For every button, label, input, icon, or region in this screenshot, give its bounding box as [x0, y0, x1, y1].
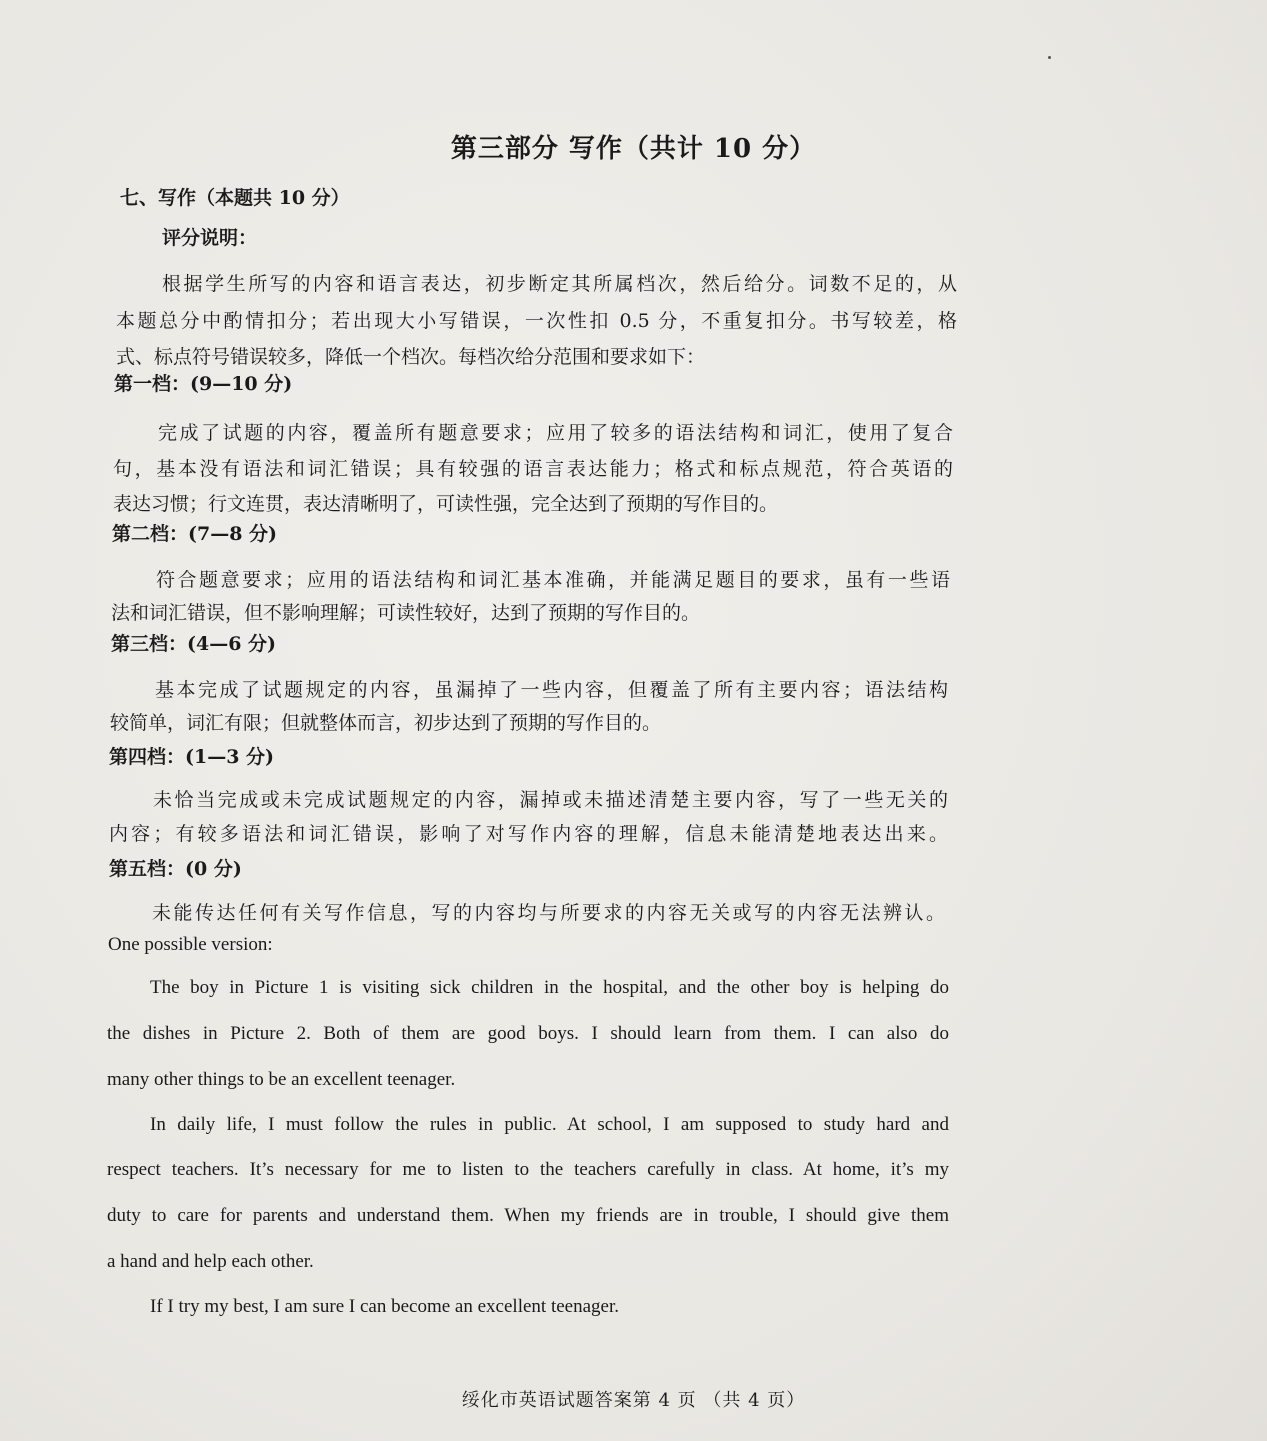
level-1-line-3: 表达习惯；行文连贯，表达清晰明了，可读性强，完全达到了预期的写作目的。 — [113, 493, 779, 515]
intro-line-1: 根据学生所写的内容和语言表达，初步断定其所属档次，然后给分。词数不足的，从 — [162, 273, 957, 295]
sample-line-5: respect teachers. It’s necessary for me to listen to the teachers carefully in class. At home, it’s my — [107, 1159, 949, 1180]
level-2-line-1: 符合题意要求；应用的语法结构和词汇基本准确，并能满足题目的要求，虽有一些语 — [156, 569, 950, 591]
level-3-line-2: 较简单，词汇有限；但就整体而言，初步达到了预期的写作目的。 — [110, 712, 662, 734]
speck-mark — [1048, 56, 1051, 59]
level-3-label: 第三档：(4—6 分) — [111, 633, 277, 655]
sample-line-1: The boy in Picture 1 is visiting sick children in the hospital, and the other boy is helping do — [150, 977, 949, 998]
sample-line-3: many other things to be an excellent teenager. — [107, 1069, 456, 1090]
sample-line-6: duty to care for parents and understand them. When my friends are in trouble, I should give them — [107, 1205, 949, 1226]
level-3-line-1: 基本完成了试题规定的内容，虽漏掉了一些内容，但覆盖了所有主要内容；语法结构 — [155, 679, 948, 701]
writing-heading: 七、写作（本题共 10 分） — [120, 187, 350, 209]
sample-label: One possible version: — [108, 934, 273, 955]
level-4-label: 第四档：(1—3 分) — [109, 746, 275, 768]
intro-line-3: 式、标点符号错误较多，降低一个档次。每档次给分范围和要求如下： — [116, 346, 706, 368]
level-2-label: 第二档：(7—8 分) — [112, 523, 278, 545]
level-2-line-2: 法和词汇错误，但不影响理解；可读性较好，达到了预期的写作目的。 — [111, 602, 701, 624]
level-5-line-1: 未能传达任何有关写作信息，写的内容均与所要求的内容无关或写的内容无法辨认。 — [152, 902, 945, 924]
intro-line-2: 本题总分中酌情扣分；若出现大小写错误，一次性扣 0.5 分，不重复扣分。书写较差，格 — [116, 310, 957, 332]
level-4-line-1: 未恰当完成或未完成试题规定的内容，漏掉或未描述清楚主要内容，写了一些无关的 — [153, 789, 948, 811]
sample-line-7: a hand and help each other. — [107, 1251, 314, 1272]
level-1-line-2: 句，基本没有语法和词汇错误；具有较强的语言表达能力；格式和标点规范，符合英语的 — [113, 458, 953, 480]
level-4-line-2: 内容；有较多语法和词汇错误，影响了对写作内容的理解，信息未能清楚地表达出来。 — [109, 823, 948, 845]
level-1-label: 第一档：(9—10 分) — [114, 373, 293, 395]
sample-line-4: In daily life, I must follow the rules in public. At school, I am supposed to study hard and — [150, 1114, 949, 1135]
level-5-label: 第五档：(0 分) — [109, 858, 242, 880]
sample-line-8: If I try my best, I am sure I can become an excellent teenager. — [150, 1296, 619, 1317]
page-footer: 绥化市英语试题答案第 4 页 （共 4 页） — [461, 1390, 806, 1411]
sample-line-2: the dishes in Picture 2. Both of them are good boys. I should learn from them. I can also do — [107, 1023, 949, 1044]
level-1-line-1: 完成了试题的内容，覆盖所有题意要求；应用了较多的语法结构和词汇，使用了复合 — [158, 422, 953, 444]
section-title: 第三部分 写作（共计 10 分） — [450, 134, 817, 164]
rubric-label: 评分说明： — [162, 227, 258, 249]
